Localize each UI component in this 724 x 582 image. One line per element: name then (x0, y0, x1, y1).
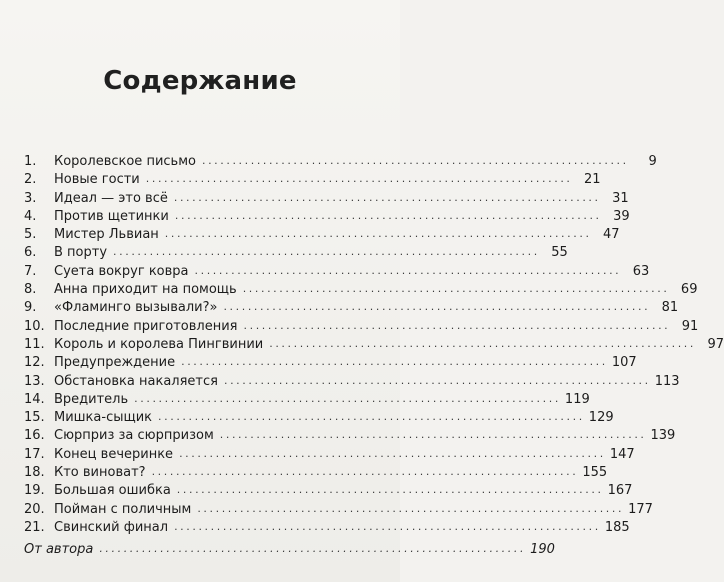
toc-entry-page: 39 (613, 208, 630, 224)
toc-entry-title: В порту (54, 245, 108, 261)
toc-entry-number: 13. (24, 373, 45, 389)
dot-leader: ...................................................................... (223, 373, 651, 387)
toc-entry (24, 373, 680, 391)
toc-entry-title: Мишка-сыщик (54, 410, 153, 426)
dot-leader: ...................................................................... (113, 245, 540, 259)
toc-entry-page: 155 (582, 465, 608, 481)
dot-leader: ...................................................................... (194, 263, 622, 277)
toc-entry-number: 20. (24, 501, 45, 517)
toc-entry-number: 19. (24, 483, 45, 499)
dot-leader: ...................................................................... (99, 542, 527, 556)
dot-leader: ...................................................................... (197, 501, 625, 515)
dot-leader: ...................................................................... (158, 410, 585, 424)
toc-entry (24, 519, 630, 537)
dot-leader: ...................................................................... (219, 428, 647, 442)
toc-entry-page: 107 (611, 355, 637, 371)
toc-entry (24, 427, 676, 445)
toc-entry-page: 129 (588, 410, 614, 426)
toc-entry-page: 185 (604, 519, 630, 535)
toc-entry (24, 263, 650, 281)
toc-entry-number: 6. (24, 245, 37, 261)
toc-entry-page: 31 (612, 190, 629, 206)
toc-entry (24, 281, 698, 299)
dot-leader: ...................................................................... (269, 336, 696, 350)
toc-entry-title: Против щетинки (54, 208, 169, 224)
toc-entry-number: 4. (24, 208, 37, 224)
toc-entry-number: 2. (24, 172, 37, 188)
toc-entry-title: Большая ошибка (54, 483, 171, 499)
toc-entry (24, 299, 679, 317)
toc-entry (24, 153, 657, 171)
toc-entry (24, 464, 608, 482)
dot-leader: ...................................................................... (145, 172, 573, 186)
toc-entry (24, 391, 590, 409)
toc-entry-page: 47 (603, 227, 620, 243)
toc-entry-title: Последние приготовления (54, 318, 238, 334)
toc-entry-page: 113 (654, 373, 680, 389)
toc-entry-page: 55 (551, 245, 568, 261)
toc-entry-title: Анна приходит на помощь (54, 282, 237, 298)
toc-entry (24, 190, 629, 208)
toc-entry-number: 5. (24, 227, 37, 243)
toc-entry-number: 17. (24, 446, 45, 462)
toc-entry-title: Сюрприз за сюрпризом (54, 428, 214, 444)
toc-entry-title: От автора (24, 542, 94, 558)
toc-entry-number: 8. (24, 282, 37, 298)
dot-leader: ...................................................................... (243, 318, 671, 332)
dot-leader: ...................................................................... (181, 355, 608, 369)
dot-leader: ...................................................................... (179, 446, 606, 460)
toc-entry-title: Королевское письмо (54, 154, 196, 169)
toc-entry-number: 14. (24, 391, 45, 407)
table-of-contents (24, 153, 724, 560)
toc-entry-title: Свинский финал (54, 519, 169, 535)
toc-entry (24, 482, 633, 500)
toc-entry (24, 409, 614, 427)
toc-entry-number: 3. (24, 190, 37, 206)
toc-entry-number: 11. (24, 336, 45, 352)
toc-entry-number: 1. (24, 154, 37, 169)
toc-entry-title: Суета вокруг ковра (54, 263, 189, 279)
toc-entry-title: «Фламинго вызывали?» (54, 300, 218, 316)
toc-entry-page: 9 (648, 154, 657, 169)
toc-entry-number: 10. (24, 318, 45, 334)
toc-entry-title: Предупреждение (54, 355, 176, 371)
toc-entry-author-note (24, 541, 555, 559)
dot-leader: ...................................................................... (164, 227, 592, 241)
toc-entry-title: Король и королева Пингвинии (54, 336, 264, 352)
toc-entry-number: 15. (24, 410, 45, 426)
dot-leader: ...................................................................... (174, 519, 601, 533)
toc-entry-number: 16. (24, 428, 45, 444)
page-title: Содержание (103, 66, 297, 96)
dot-leader: ...................................................................... (223, 300, 651, 314)
toc-entry-title: Вредитель (54, 391, 129, 407)
toc-entry-number: 12. (24, 355, 45, 371)
toc-entry-page: 147 (609, 446, 635, 462)
toc-entry-number: 9. (24, 300, 37, 316)
toc-entry (24, 244, 568, 262)
dot-leader: ...................................................................... (176, 483, 604, 497)
toc-entry-page: 177 (628, 501, 653, 517)
toc-entry-title: Мистер Львиан (54, 227, 159, 243)
toc-entry-title: Кто виноват? (54, 465, 146, 481)
toc-entry-number: 21. (24, 519, 45, 535)
dot-leader: ...................................................................... (174, 208, 602, 222)
toc-entry-page: 190 (530, 542, 555, 558)
toc-entry (24, 208, 630, 226)
dot-leader: ...................................................................... (173, 190, 601, 204)
toc-entry-page: 91 (681, 318, 699, 334)
toc-entry-title: Пойман с поличным (54, 501, 192, 517)
toc-entry-number: 7. (24, 263, 37, 279)
toc-entry (24, 501, 653, 519)
dot-leader: ...................................................................... (242, 282, 670, 296)
toc-entry (24, 446, 635, 464)
toc-entry-number: 18. (24, 465, 45, 481)
toc-entry-page: 21 (583, 172, 601, 188)
toc-entry (24, 318, 699, 336)
toc-entry-title: Идеал — это всё (54, 190, 168, 206)
toc-entry-page: 97 (707, 336, 724, 352)
dot-leader: ...................................................................... (201, 154, 629, 167)
toc-entry-page: 63 (632, 263, 650, 279)
toc-entry (24, 171, 601, 189)
toc-entry-title: Конец вечеринке (54, 446, 174, 462)
toc-entry-title: Обстановка накаляется (54, 373, 218, 389)
toc-entry (24, 336, 724, 354)
toc-entry-title: Новые гости (54, 172, 140, 188)
dot-leader: ...................................................................... (151, 465, 579, 479)
toc-entry-page: 81 (661, 300, 679, 316)
dot-leader: ...................................................................... (134, 391, 561, 405)
toc-entry (24, 354, 637, 372)
toc-entry-page: 119 (564, 391, 590, 407)
toc-entry-page: 69 (680, 282, 698, 298)
toc-entry-page: 139 (650, 428, 676, 444)
toc-entry-page: 167 (607, 483, 633, 499)
toc-entry (24, 226, 620, 244)
